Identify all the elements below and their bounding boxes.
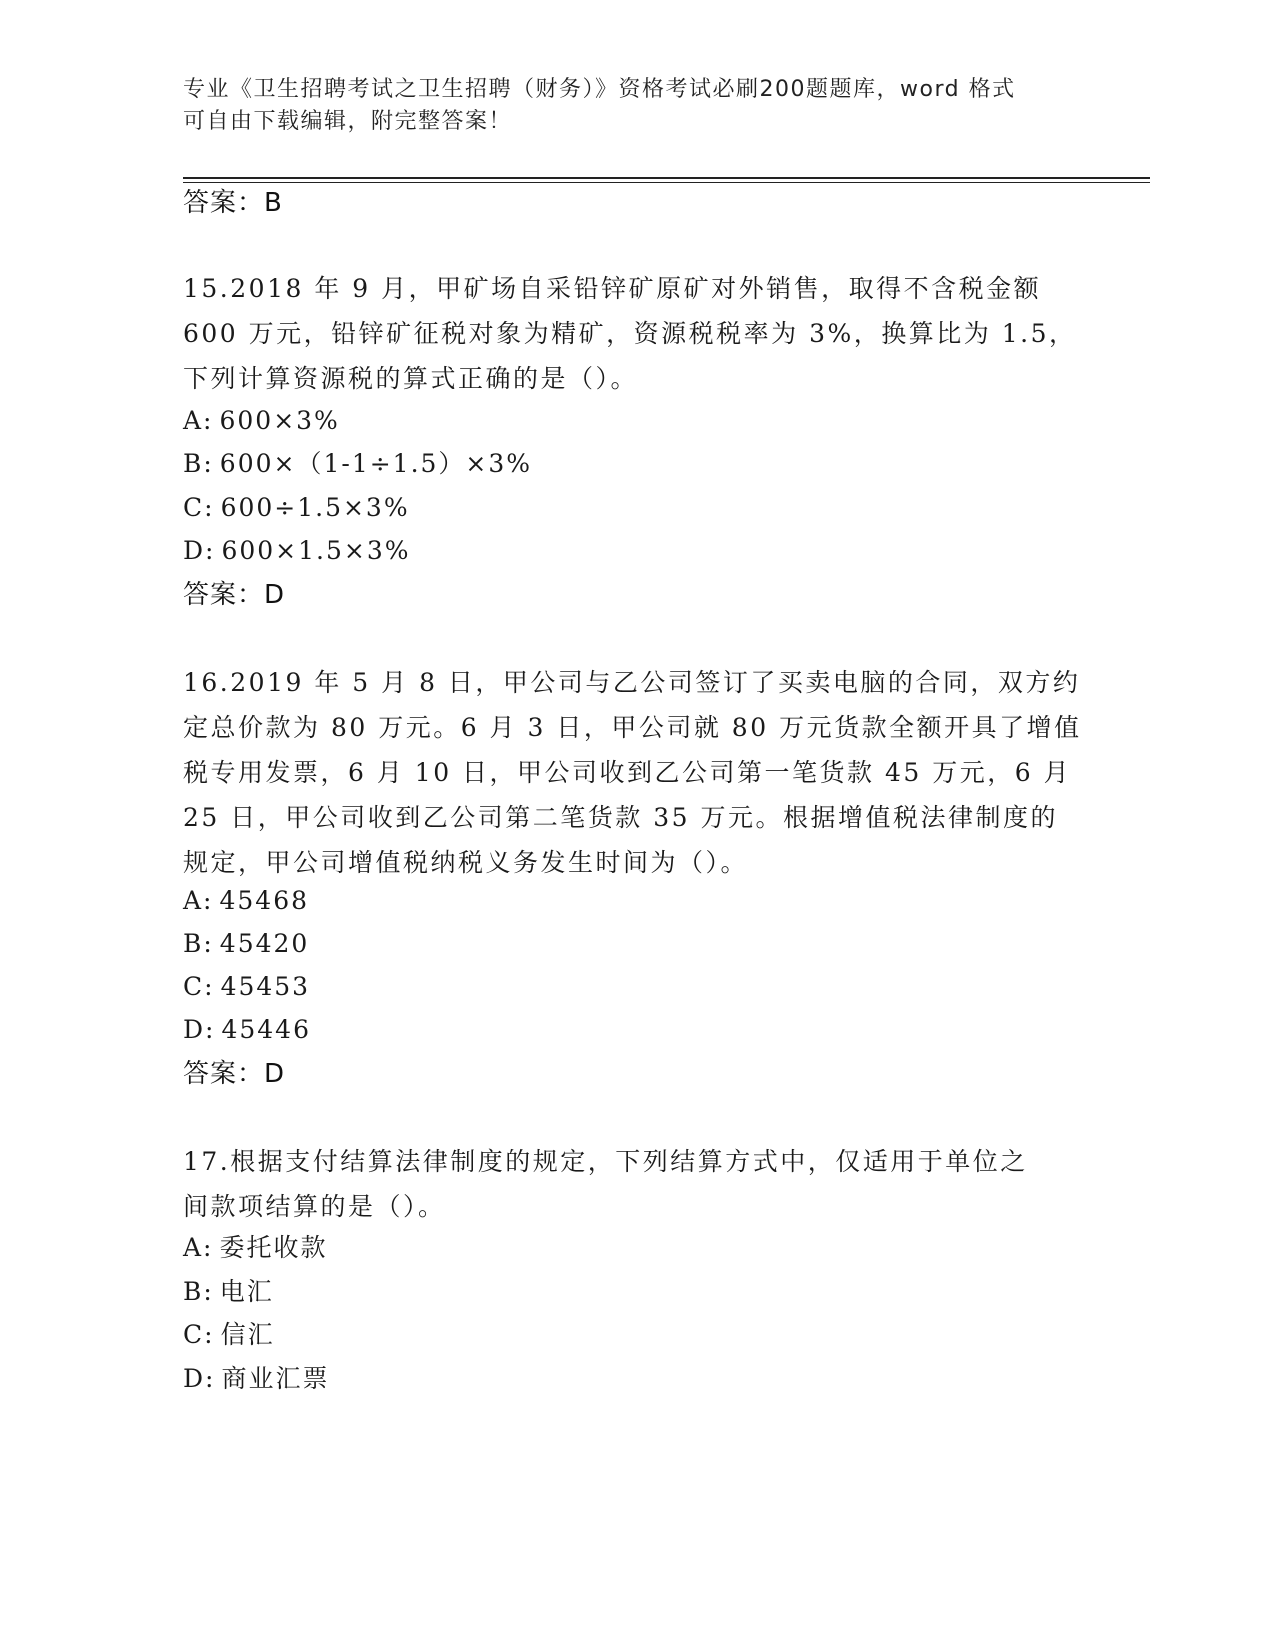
option-b bbox=[183, 921, 309, 966]
option-text: 600÷1.5×3% bbox=[220, 493, 410, 522]
question-line: 税专用发票，6 月 10 日，甲公司收到乙公司第一笔货款 45 万元，6 月 bbox=[183, 758, 1072, 787]
option-label: D: bbox=[183, 1015, 216, 1044]
option-label: D: bbox=[183, 536, 216, 565]
option-c bbox=[183, 485, 410, 530]
question-line: 下列计算资源税的算式正确的是（）。 bbox=[183, 364, 639, 393]
option-text: 45446 bbox=[221, 1015, 311, 1044]
option-text: 商业汇票 bbox=[221, 1364, 330, 1393]
option-d bbox=[183, 1007, 311, 1052]
question-17 bbox=[183, 1139, 1083, 1229]
option-text: 信汇 bbox=[220, 1320, 275, 1349]
option-text: 委托收款 bbox=[219, 1233, 328, 1262]
option-text: 45420 bbox=[219, 929, 310, 958]
question-line: 25 日，甲公司收到乙公司第二笔货款 35 万元。根据增值税法律制度的 bbox=[183, 803, 1058, 832]
document-header bbox=[183, 74, 1083, 138]
option-text: 600×（1-1÷1.5）×3% bbox=[219, 449, 533, 478]
question-line: 15.2018 年 9 月，甲矿场自采铅锌矿原矿对外销售，取得不含税金额 bbox=[183, 274, 1042, 303]
question-line: 17.根据支付结算法律制度的规定，下列结算方式中，仅适用于单位之 bbox=[183, 1147, 1028, 1176]
option-text: 600×3% bbox=[219, 406, 340, 435]
option-b bbox=[183, 441, 532, 486]
option-text: 电汇 bbox=[219, 1277, 274, 1306]
option-text: 600×1.5×3% bbox=[221, 536, 411, 565]
header-title-line-1: 专业《卫生招聘考试之卫生招聘（财务）》资格考试必刷200题题库，word 格式 bbox=[183, 77, 1016, 102]
answer-label: 答案：B bbox=[183, 188, 283, 218]
answer-label: 答案：D bbox=[183, 580, 286, 610]
option-d bbox=[183, 1356, 329, 1401]
question-line: 规定，甲公司增值税纳税义务发生时间为（）。 bbox=[183, 848, 749, 877]
option-c bbox=[183, 1312, 275, 1357]
question-line: 定总价款为 80 万元。6 月 3 日，甲公司就 80 万元货款全额开具了增值 bbox=[183, 713, 1082, 742]
option-label: A: bbox=[183, 886, 214, 915]
question-line: 600 万元，铅锌矿征税对象为精矿，资源税税率为 3%，换算比为 1.5， bbox=[183, 319, 1077, 348]
question-15 bbox=[183, 266, 1083, 401]
option-c bbox=[183, 964, 310, 1009]
option-label: C: bbox=[183, 493, 215, 522]
option-label: B: bbox=[183, 1277, 214, 1306]
option-label: C: bbox=[183, 972, 215, 1001]
option-text: 45453 bbox=[220, 972, 311, 1001]
question-line: 16.2019 年 5 月 8 日，甲公司与乙公司签订了买卖电脑的合同，双方约 bbox=[183, 668, 1081, 697]
option-label: C: bbox=[183, 1320, 215, 1349]
option-b bbox=[183, 1269, 274, 1314]
question-16 bbox=[183, 660, 1083, 885]
option-text: 45468 bbox=[219, 886, 310, 915]
question-line: 间款项结算的是（）。 bbox=[183, 1192, 446, 1221]
option-label: A: bbox=[183, 406, 214, 435]
option-label: B: bbox=[183, 929, 214, 958]
option-label: D: bbox=[183, 1364, 216, 1393]
option-label: B: bbox=[183, 449, 214, 478]
header-rule-thick bbox=[183, 177, 1150, 179]
option-a bbox=[183, 878, 309, 923]
option-a bbox=[183, 398, 340, 443]
answer-label: 答案：D bbox=[183, 1059, 286, 1089]
header-rule-thin bbox=[183, 182, 1150, 183]
header-title-line-2: 可自由下载编辑，附完整答案！ bbox=[183, 109, 513, 134]
option-d bbox=[183, 528, 411, 573]
option-a bbox=[183, 1225, 328, 1270]
option-label: A: bbox=[183, 1233, 214, 1262]
